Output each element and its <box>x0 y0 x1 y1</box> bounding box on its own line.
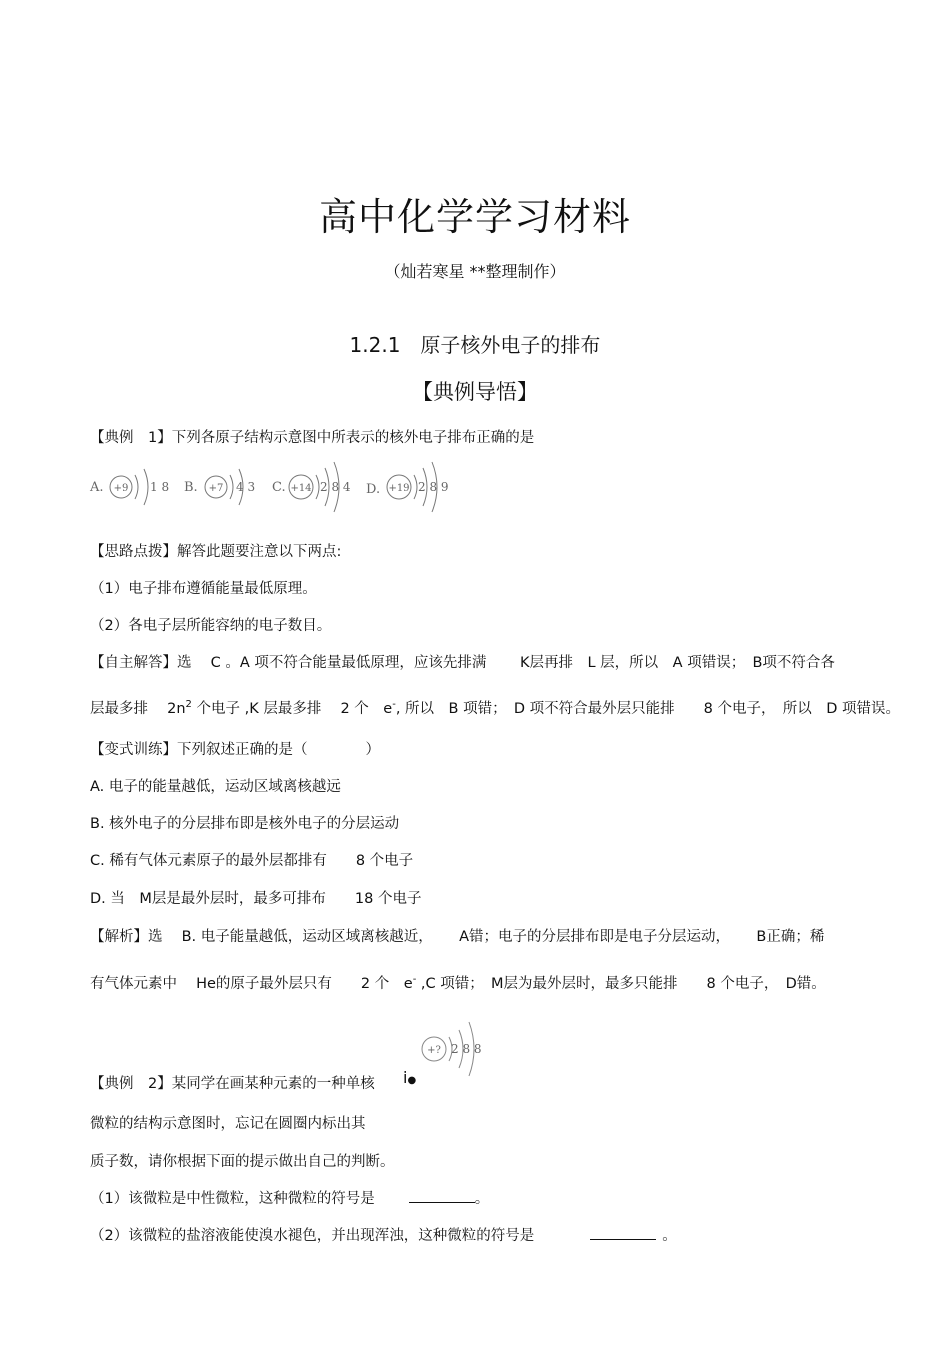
example2-line2: 微粒的结构示意图时，忘记在圆圈内标出其 <box>90 1116 366 1132</box>
option-a-label: A. <box>90 480 104 495</box>
example2-question-2 <box>90 1224 677 1245</box>
variant-option-a: A. 电子的能量越低，运动区域离核越远 <box>90 779 341 795</box>
page-title: 高中化学学习材料 <box>318 195 631 239</box>
analysis-line1: 【解析】选 B. 电子能量越低，运动区域离核越近， A错；电子的分层排布即是电子分层运动， B正确；稀 <box>90 929 825 945</box>
option-b-shells: 4 3 <box>236 480 256 494</box>
hint-point-1: （1）电子排布遵循能量最低原理。 <box>90 581 317 597</box>
variant-option-d: D. 当 M层是最外层时，最多可排布 18 个电子 <box>90 891 422 907</box>
example2-line1: 【典例 2】某同学在画某种元素的一种单核 <box>90 1076 375 1092</box>
example2-q2-text: （2）该微粒的盐溶液能使溴水褪色，并出现浑浊，这种微粒的符号是 <box>90 1228 535 1244</box>
variant-option-c: C. 稀有气体元素原子的最外层都排有 8 个电子 <box>90 853 414 869</box>
answer1-superscript: 2 <box>185 699 192 711</box>
example2-q2-end: 。 <box>662 1228 677 1244</box>
option-b-nucleus: +7 <box>208 483 224 494</box>
example1-question: 【典例 1】下列各原子结构示意图中所表示的核外电子排布正确的是 <box>90 430 535 446</box>
variant-option-b: B. 核外电子的分层排布即是核外电子的分层运动 <box>90 816 400 832</box>
option-b-diagram <box>184 469 255 505</box>
analysis-line2 <box>90 972 826 993</box>
example2-q1-end: 。 <box>474 1191 490 1207</box>
option-a-shells: 1 8 <box>150 480 170 494</box>
analysis-line2-part1: 有气体元素中 He的原子最外层只有 2 个 e <box>90 976 413 992</box>
answer1-line1: 【自主解答】选 C 。A 项不符合能量最低原理，应该先排满 K层再排 L 层，所以 A 项错误； B项不符合各 <box>90 655 835 671</box>
option-c-diagram <box>272 462 351 512</box>
hint-point-2: （2）各电子层所能容纳的电子数目。 <box>90 618 332 634</box>
example2-shells: 2 8 8 <box>451 1042 482 1056</box>
option-c-shells: 2 8 4 <box>320 480 351 494</box>
answer1-line2-part2: 个电子 ,K 层最多排 2 个 e <box>191 701 393 717</box>
analysis-line2-part2: ,C 项错； M层为最外层时，最多只能排 8 个电子， D错。 <box>416 976 826 992</box>
example2-diagram <box>418 1018 488 1084</box>
answer1-line2 <box>90 697 900 718</box>
option-c-label: C. <box>272 480 286 495</box>
option-d-label: D. <box>366 482 381 497</box>
hint-heading: 【思路点拨】解答此题要注意以下两点: <box>90 544 342 560</box>
example2-q1-blank <box>409 1190 475 1203</box>
section-heading: 【典例导悟】 <box>412 380 538 404</box>
page-subtitle: （灿若寒星 **整理制作） <box>384 262 566 281</box>
example2-q2-blank <box>590 1227 656 1240</box>
option-a-diagram <box>89 469 169 505</box>
option-d-nucleus: +19 <box>388 483 410 494</box>
example2-question-1 <box>90 1187 489 1208</box>
option-d-shells: 2 8 9 <box>418 480 449 494</box>
section-title: 1.2.1 原子核外电子的排布 <box>349 333 601 357</box>
variant-question: 【变式训练】下列叙述正确的是（ ） <box>90 742 380 758</box>
example2-nucleus: +? <box>427 1045 441 1056</box>
option-c-nucleus: +14 <box>290 483 312 494</box>
answer1-superscript-2: - <box>392 699 396 711</box>
answer1-line2-part3: , 所以 B 项错； D 项不符合最外层只能排 8 个电子， 所以 D 项错误。 <box>395 701 900 717</box>
option-b-label: B. <box>184 480 198 495</box>
answer1-line2-part1: 层最多排 2n <box>90 701 186 717</box>
example2-q1-text: （1）该微粒是中性微粒，这种微粒的符号是 <box>90 1191 375 1207</box>
option-d-diagram <box>366 462 449 512</box>
analysis-superscript: - <box>412 974 417 986</box>
example2-diagram-mark: i● <box>403 1068 417 1087</box>
option-a-nucleus: +9 <box>113 483 129 494</box>
example2-line3: 质子数，请你根据下面的提示做出自己的判断。 <box>90 1154 395 1170</box>
atom-diagrams <box>88 458 468 518</box>
